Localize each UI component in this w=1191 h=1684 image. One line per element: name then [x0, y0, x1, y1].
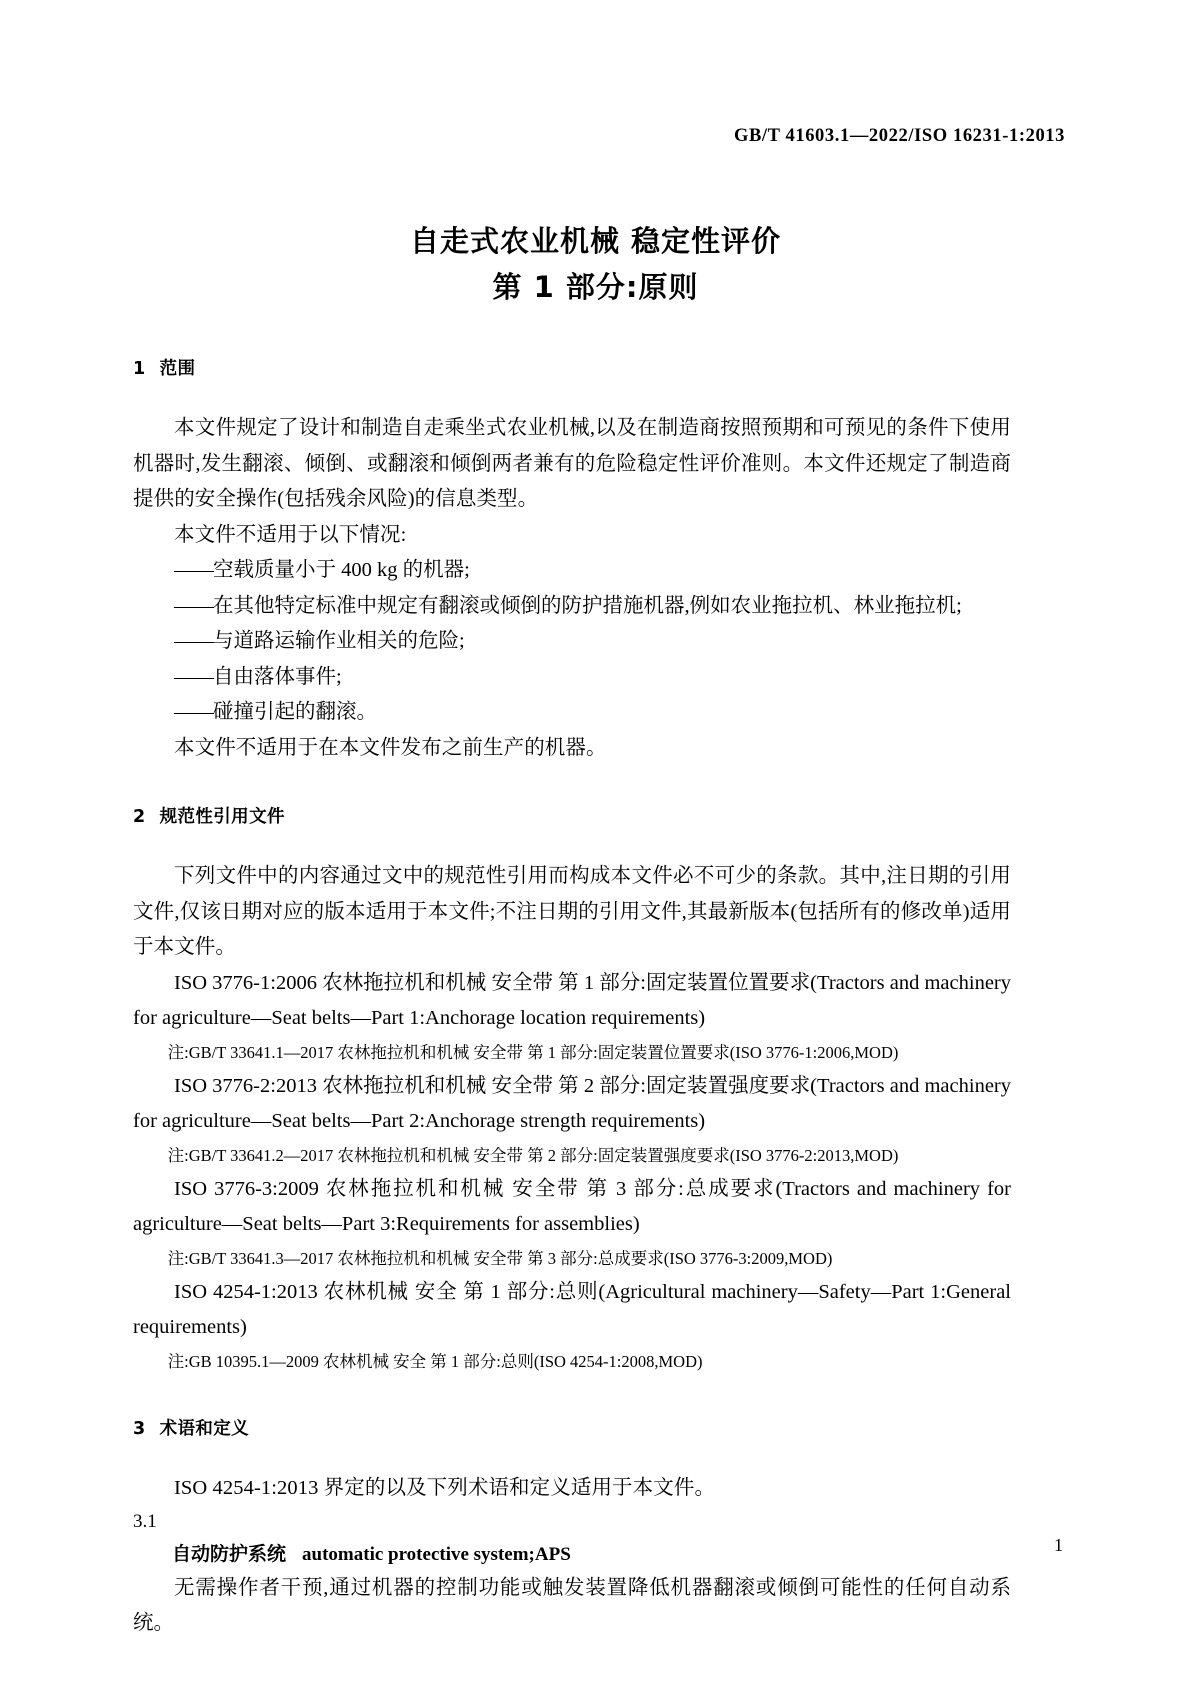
exclusion-list-item: [133, 553, 1011, 589]
exclusion-item-text: 碰撞引起的翻滚。: [213, 701, 377, 723]
term-entry: [133, 1538, 1011, 1571]
document-body: [133, 355, 1011, 1641]
running-header-standard-number: GB/T 41603.1—2022/ISO 16231-1:2013: [734, 126, 1065, 146]
page-number: 1: [1054, 1535, 1063, 1555]
document-title-part: 第 1 部分:原则: [492, 270, 699, 304]
normative-reference-entry: ISO 3776-1:2006 农林拖拉机和机械 安全带 第 1 部分:固定装置位置要求(Tractors and machinery for agriculture—Seat belts—Part 1:Anchorage location requirements): [133, 971, 1011, 1029]
section-2-number: 2: [133, 807, 146, 827]
section-1-title: 范围: [159, 359, 196, 379]
exclusion-list-item: [133, 660, 1011, 696]
section-2-title: 规范性引用文件: [159, 807, 285, 827]
normative-reference-note: 注:GB/T 33641.2—2017 农林拖拉机和机械 安全带 第 2 部分:固定装置强度要求(ISO 3776-2:2013,MOD): [167, 1145, 899, 1165]
em-dash-marker: ——: [174, 665, 213, 688]
section-3-paragraph-1: ISO 4254-1:2013 界定的以及下列术语和定义适用于本文件。: [174, 1476, 716, 1499]
term-chinese: 自动防护系统: [172, 1543, 287, 1565]
exclusion-item-text: 自由落体事件;: [213, 665, 342, 688]
section-2-paragraph-1: 下列文件中的内容通过文中的规范性引用而构成本文件必不可少的条款。其中,注日期的引用文件,仅该日期对应的版本适用于本文件;不注日期的引用文件,其最新版本(包括所有的修改单)适用于本文件。: [133, 865, 1011, 958]
em-dash-marker: ——: [174, 559, 213, 581]
document-title-main: 自走式农业机械 稳定性评价: [409, 224, 782, 258]
clause-number-3-1: 3.1: [133, 1511, 157, 1532]
section-1-paragraph-1: 本文件规定了设计和制造自走乘坐式农业机械,以及在制造商按照预期和可预见的条件下使用机器时,发生翻滚、倾倒、或翻滚和倾倒两者兼有的危险稳定性评价准则。本文件还规定了制造商提供的安全操作(包括残余风险)的信息类型。: [133, 417, 1011, 510]
em-dash-marker: ——: [174, 701, 213, 723]
section-3-title: 术语和定义: [159, 1418, 250, 1439]
normative-reference-entry: ISO 4254-1:2013 农林机械 安全 第 1 部分:总则(Agricultural machinery—Safety—Part 1:General requirements): [133, 1280, 1011, 1338]
exclusion-item-text: 空载质量小于 400 kg 的机器;: [213, 559, 470, 581]
section-1-paragraph-2: 本文件不适用于以下情况:: [174, 523, 407, 546]
section-1-heading: [133, 355, 1011, 380]
normative-reference-entry: ISO 3776-2:2013 农林拖拉机和机械 安全带 第 2 部分:固定装置强度要求(Tractors and machinery for agriculture—Seat belts—Part 2:Anchorage strength requirements): [133, 1074, 1011, 1132]
document-title-block: [0, 218, 1191, 310]
exclusion-item-text: 与道路运输作业相关的危险;: [213, 630, 465, 652]
section-3-number: 3: [133, 1418, 146, 1439]
section-2-heading: [133, 803, 1011, 828]
normative-reference-note: 注:GB/T 33641.3—2017 农林拖拉机和机械 安全带 第 3 部分:总成要求(ISO 3776-3:2009,MOD): [167, 1248, 833, 1268]
term-english: automatic protective system;APS: [302, 1544, 571, 1565]
normative-reference-note: 注:GB 10395.1—2009 农林机械 安全 第 1 部分:总则(ISO 4254-1:2008,MOD): [167, 1351, 703, 1371]
exclusion-item-text: 在其他特定标准中规定有翻滚或倾倒的防护措施机器,例如农业拖拉机、林业拖拉机;: [213, 594, 962, 617]
normative-reference-note: 注:GB/T 33641.1—2017 农林拖拉机和机械 安全带 第 1 部分:固定装置位置要求(ISO 3776-1:2006,MOD): [167, 1042, 899, 1062]
exclusion-list-item: [133, 589, 1011, 625]
exclusion-list-item: [133, 695, 1011, 731]
section-1-number: 1: [133, 359, 146, 379]
em-dash-marker: ——: [174, 594, 213, 617]
em-dash-marker: ——: [174, 630, 213, 652]
term-definition: 无需操作者干预,通过机器的控制功能或触发装置降低机器翻滚或倾倒可能性的任何自动系统。: [133, 1577, 1011, 1634]
section-3-heading: [133, 1415, 1011, 1440]
exclusion-list-item: [133, 624, 1011, 660]
normative-reference-entry: ISO 3776-3:2009 农林拖拉机和机械 安全带 第 3 部分:总成要求(Tractors and machinery for agriculture—Seat belts—Part 3:Requirements for assemblies): [133, 1177, 1011, 1235]
section-1-paragraph-3: 本文件不适用于在本文件发布之前生产的机器。: [174, 736, 607, 759]
